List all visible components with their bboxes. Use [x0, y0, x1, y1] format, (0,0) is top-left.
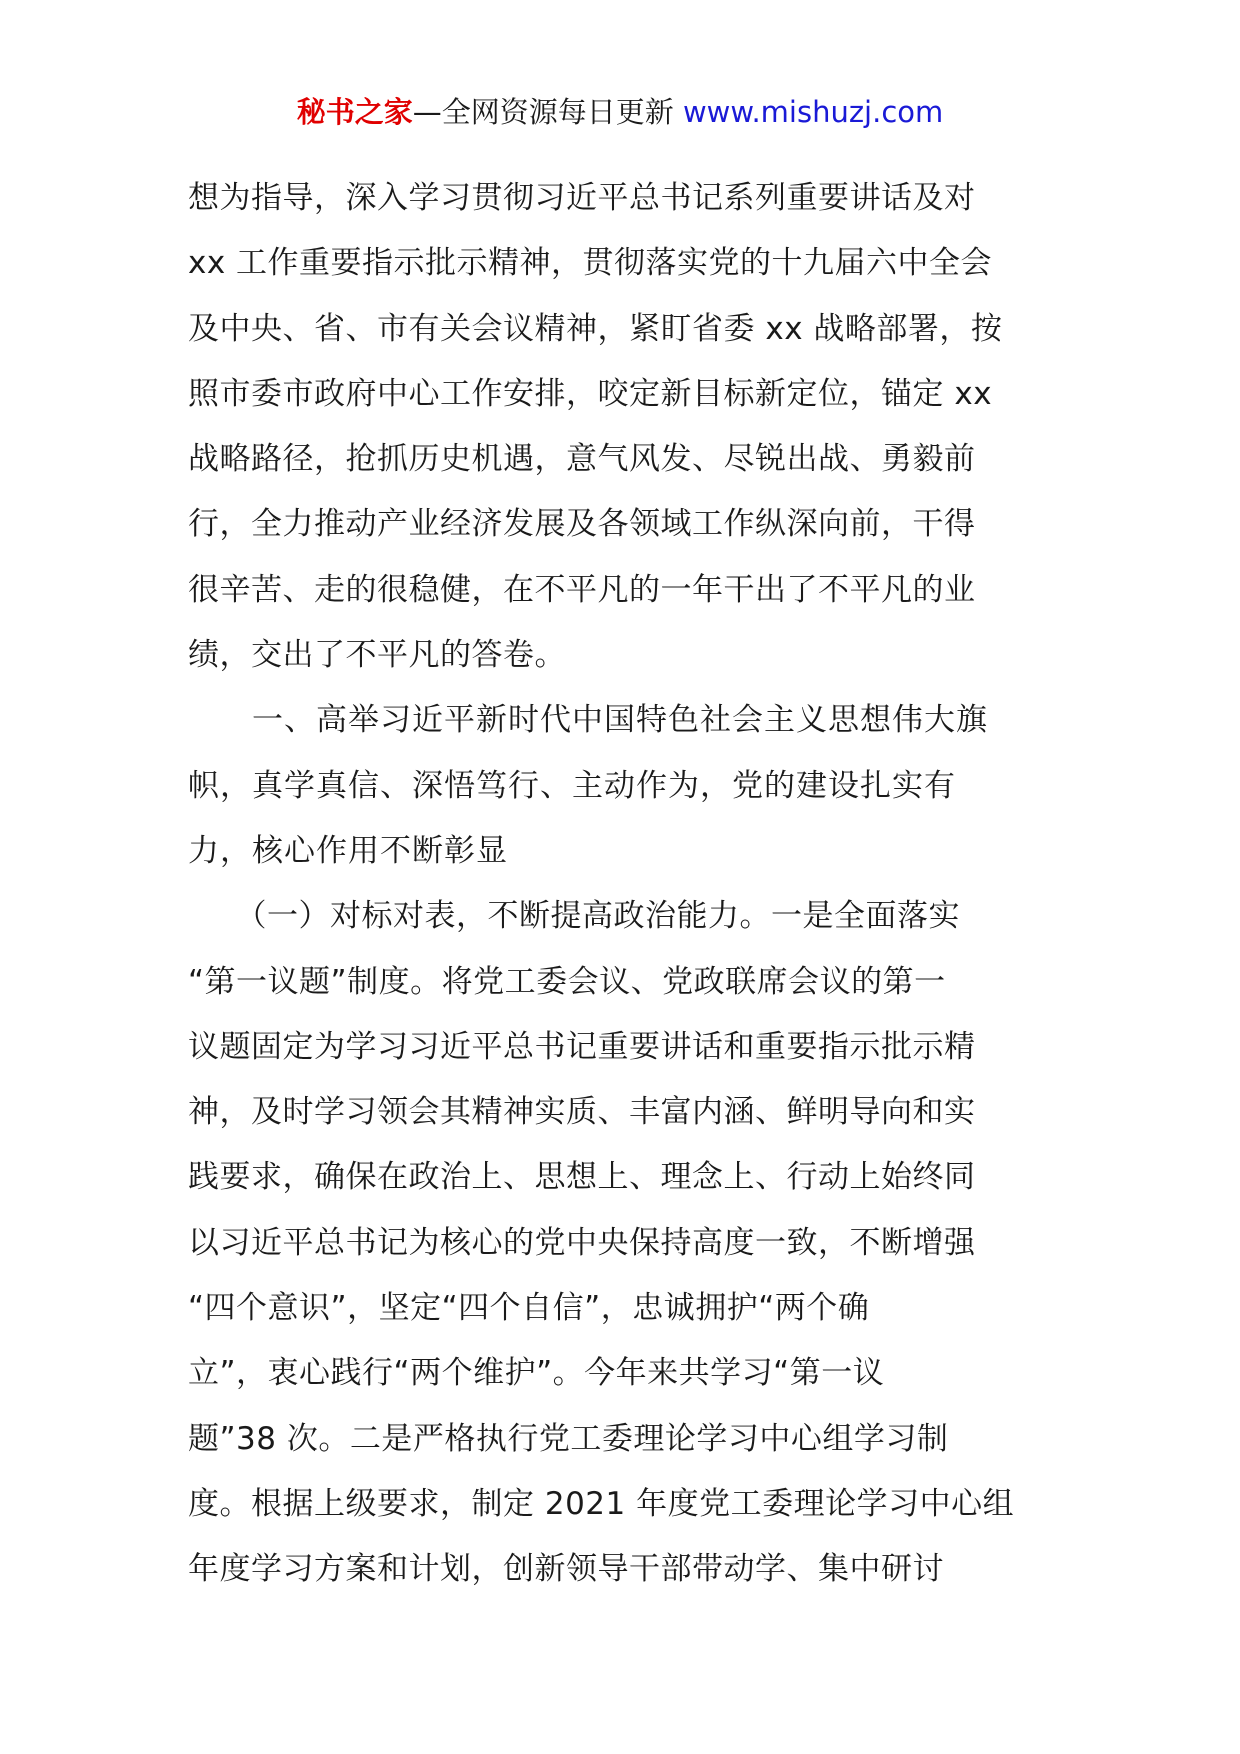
text-line: 绩，交出了不平凡的答卷。: [188, 637, 566, 674]
text-line: 很辛苦、走的很稳健，在不平凡的一年干出了不平凡的业: [188, 571, 976, 608]
text-line: 照市委市政府中心工作安排，咬定新目标新定位，锚定 xx: [188, 375, 993, 412]
text-line: 以习近平总书记为核心的党中央保持高度一致，不断增强: [188, 1224, 976, 1261]
text-line: （一）对标对表，不断提高政治能力。一是全面落实: [188, 898, 960, 935]
header-slogan: —全网资源每日更新: [412, 95, 683, 129]
text-line: 行，全力推动产业经济发展及各领域工作纵深向前，干得: [188, 506, 976, 543]
section-heading-line: 一、高举习近平新时代中国特色社会主义思想伟大旗: [188, 702, 988, 739]
text-line: xx 工作重要指示批示精神，贯彻落实党的十九届六中全会: [188, 245, 993, 282]
text-line: 议题固定为学习习近平总书记重要讲话和重要指示批示精: [188, 1028, 976, 1065]
text-line: 神，及时学习领会其精神实质、丰富内涵、鲜明导向和实: [188, 1094, 976, 1131]
text-line: 度。根据上级要求，制定 2021 年度党工委理论学习中心组: [188, 1485, 1015, 1522]
header-url[interactable]: www.mishuzj.com: [682, 95, 944, 129]
document-body: [188, 166, 1058, 1603]
section-heading-line: 帜，真学真信、深悟笃行、主动作为，党的建设扎实有: [188, 767, 956, 804]
text-line: 题”38 次。二是严格执行党工委理论学习中心组学习制: [188, 1420, 949, 1457]
text-line: 及中央、省、市有关会议精神，紧盯省委 xx 战略部署，按: [188, 310, 1003, 347]
section-heading-line: 力，核心作用不断彰显: [188, 832, 508, 869]
text-line: “第一议题”制度。将党工委会议、党政联席会议的第一: [188, 963, 946, 1000]
brand-name: 秘书之家: [296, 95, 413, 129]
text-line: “四个意识”，坚定“四个自信”，忠诚拥护“两个确: [188, 1290, 870, 1327]
text-line: 年度学习方案和计划，创新领导干部带动学、集中研讨: [188, 1551, 944, 1588]
text-line: 想为指导，深入学习贯彻习近平总书记系列重要讲话及对: [188, 180, 976, 216]
text-line: 战略路径，抢抓历史机遇，意气风发、尽锐出战、勇毅前: [188, 441, 976, 478]
text-line: 立”，衷心践行“两个维护”。今年来共学习“第一议: [188, 1355, 885, 1392]
text-line: 践要求，确保在政治上、思想上、理念上、行动上始终同: [188, 1159, 976, 1196]
page-header: [0, 92, 1240, 132]
